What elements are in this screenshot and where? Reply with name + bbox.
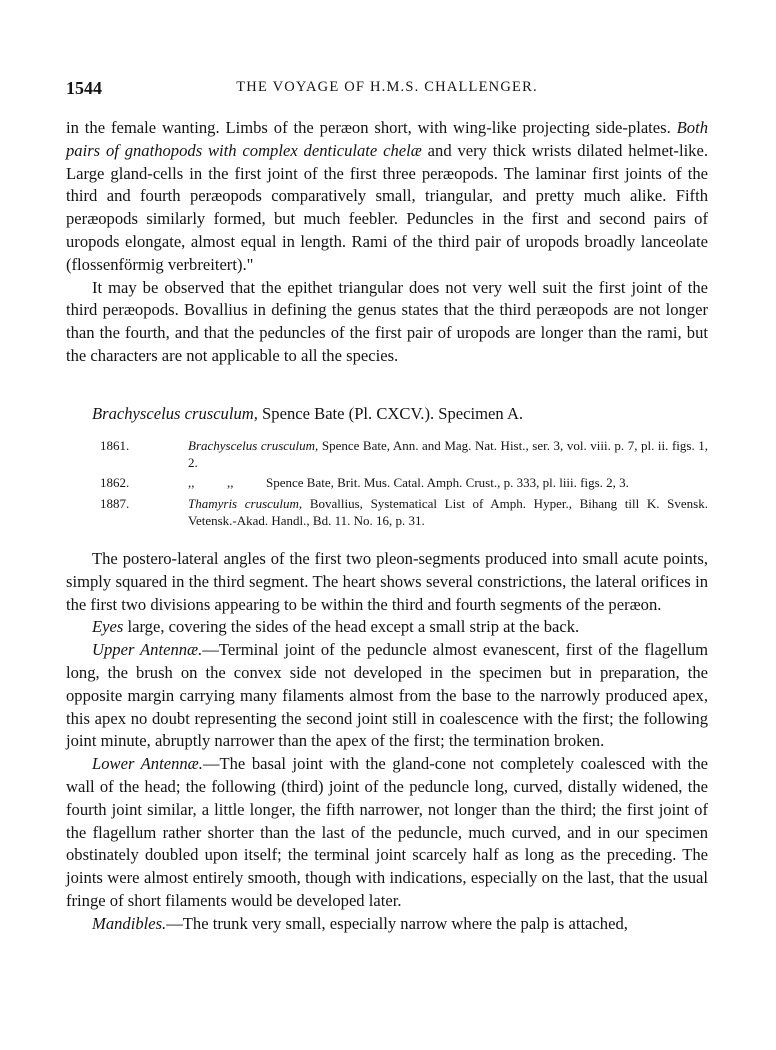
synonymy-year: 1861. <box>100 438 130 453</box>
synonymy-year: 1887. <box>100 495 130 511</box>
synonymy-reference: Bovallius, Systematical List of Amph. Hyper., Bihang till K. Svensk. Vetensk.-Akad. Handl., Bd. 11. No. 16, p. 31. <box>188 495 708 528</box>
intro-section <box>66 117 708 368</box>
synonymy-entry <box>100 437 708 471</box>
upper-antennae-paragraph <box>66 639 708 753</box>
eyes-label: Eyes <box>92 617 124 637</box>
intro-text-italic: Both pairs of gnathopods with complex denticulate chelæ <box>66 118 708 160</box>
intro-text-c: and very thick wrists dilated helmet-like. Large gland-cells in the first joint of the first three peræopods. The laminar first joints of the third and fourth peræopods comparatively small, triangular, and pretty much alike. Fifth peræopods similarly formed, but much feebler. Peduncles in the first and second pairs of uropods elongate, almost equal in length. Rami of the third pair of uropods broadly lanceolate (flossenförmig verbreitert)." <box>66 140 708 274</box>
synonymy-name: Brachyscelus crusculum, <box>188 438 319 453</box>
species-name: Brachyscelus crusculum, <box>92 404 258 423</box>
upper-antennae-label: Upper Antennæ. <box>92 640 203 660</box>
mandibles-label: Mandibles. <box>92 913 167 933</box>
intro-paragraph-2: It may be observed that the epithet triangular does not very well suit the first joint of the third peræopods. Bovallius in defining the genus states that the third peræopods are not longer than the fourth, and that the peduncles of the first pair of uropods are longer than the rami, but the characters are not applicable to all the species. <box>66 277 708 365</box>
intro-paragraph-1 <box>66 117 708 277</box>
mandibles-paragraph <box>66 913 708 936</box>
species-authority: Spence Bate (Pl. CXCV.). Specimen A. <box>257 404 524 423</box>
description-section <box>66 548 708 936</box>
synonymy-year: 1862. <box>100 475 130 491</box>
lower-antennae-label: Lower Antennæ. <box>92 754 203 774</box>
lower-antennae-paragraph <box>66 753 708 913</box>
synonymy-reference: Spence Bate, Ann. and Mag. Nat. Hist., ser. 3, vol. viii. p. 7, pl. ii. figs. 1, 2. <box>188 438 708 471</box>
upper-antennae-text: —Terminal joint of the peduncle almost evanescent, first of the flagellum long, the brush on the convex side not developed in the specimen but in preparation, the opposite margin carrying many filaments almost from the base to the narrowly produced apex, this apex no doubt representing the second joint still in coalescence with the first; the following joint minute, abruptly narrower than the apex of the first; the termination broken. <box>66 640 708 751</box>
synonymy-list <box>100 437 708 529</box>
mandibles-text: —The trunk very small, especially narrow where the palp is attached, <box>166 913 628 933</box>
synonymy-ditto: ,, ,, <box>188 475 234 491</box>
eyes-paragraph <box>66 616 708 639</box>
synonymy-entry <box>100 474 708 491</box>
page-number: 1544 <box>66 78 102 98</box>
pleon-paragraph: The postero-lateral angles of the first two pleon-segments produced into small acute points, simply squared in the third segment. The heart shows several constrictions, the lateral orifices in the first two divisions appearing to be within the third and fourth segments of the peræon. <box>66 549 708 614</box>
page-header <box>66 78 708 104</box>
lower-antennae-text: —The basal joint with the gland-cone not completely coalesced with the wall of the head; the following (third) joint of the peduncle long, curved, distally widened, the fourth joint similar, a little longer, the fifth narrower, not longer than the third; the first joint of the flagellum rather shorter than the last of the peduncle, much curved, and in our specimen obstinately doubled upon itself; the terminal joint scarcely half as long as the preceding. The joints were almost entirely smooth, though with indications, especially on the last, that the usual fringe of short filaments would be developed later. <box>66 754 708 910</box>
synonymy-name: Thamyris crusculum, <box>188 495 303 511</box>
running-title: THE VOYAGE OF H.M.S. CHALLENGER. <box>236 79 538 95</box>
intro-text-a: in the female wanting. Limbs of the peræon short, with wing-like projecting side-plates. <box>66 118 677 137</box>
eyes-text: large, covering the sides of the head except a small strip at the back. <box>123 617 580 637</box>
synonymy-entry <box>100 495 708 529</box>
synonymy-reference: Spence Bate, Brit. Mus. Catal. Amph. Crust., p. 333, pl. liii. figs. 2, 3. <box>233 475 629 491</box>
species-heading <box>92 404 523 424</box>
